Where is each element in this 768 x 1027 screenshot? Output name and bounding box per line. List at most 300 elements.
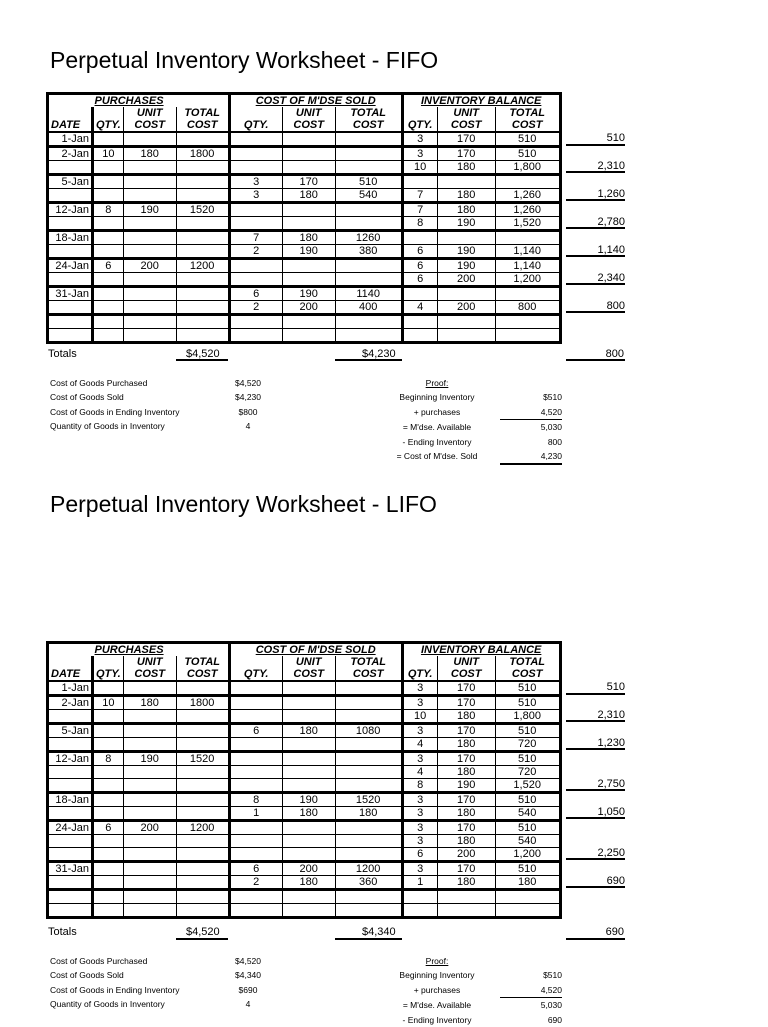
- table-cell: [123, 161, 176, 175]
- summary-label: Cost of Goods Sold: [50, 392, 124, 403]
- table-cell: 31-Jan: [48, 287, 93, 301]
- table-cell: [282, 710, 335, 724]
- proof-label: - Ending Inventory: [402, 436, 472, 447]
- table-row: [48, 890, 561, 904]
- table-cell: [229, 779, 282, 793]
- table-cell: [123, 189, 176, 203]
- table-cell: 200: [437, 301, 495, 315]
- table-cell: [123, 681, 176, 696]
- column-header: [229, 107, 282, 119]
- table-cell: [123, 807, 176, 821]
- running-balance-value: 2,750: [566, 778, 625, 791]
- column-header: COST: [495, 668, 560, 681]
- table-cell: [93, 329, 124, 343]
- column-header: [402, 656, 437, 668]
- proof-row: [374, 420, 562, 434]
- table-cell: [93, 245, 124, 259]
- table-cell: [123, 315, 176, 329]
- table-cell: 3: [402, 147, 437, 161]
- table-cell: [176, 766, 229, 779]
- table-cell: [229, 835, 282, 848]
- table-cell: [176, 161, 229, 175]
- fifo-worksheet-table: [46, 92, 562, 344]
- table-cell: [229, 904, 282, 918]
- table-cell: [93, 862, 124, 876]
- table-cell: [93, 890, 124, 904]
- table-cell: [123, 779, 176, 793]
- table-row: [48, 245, 561, 259]
- table-cell: [48, 710, 93, 724]
- table-cell: 6: [229, 724, 282, 738]
- fifo-group-header-row: [48, 94, 561, 108]
- table-cell: [123, 175, 176, 189]
- table-cell: [48, 738, 93, 752]
- table-cell: [176, 890, 229, 904]
- table-cell: [437, 315, 495, 329]
- table-cell: 510: [335, 175, 402, 189]
- table-cell: [48, 245, 93, 259]
- table-cell: [229, 329, 282, 343]
- table-cell: [229, 681, 282, 696]
- running-balance-value: 2,780: [566, 216, 625, 229]
- table-cell: 190: [437, 217, 495, 231]
- column-header: UNIT: [123, 656, 176, 668]
- column-header: QTY.: [229, 668, 282, 681]
- table-cell: [335, 835, 402, 848]
- table-cell: [123, 862, 176, 876]
- summary-value: $800: [238, 406, 258, 417]
- column-header: COST: [123, 668, 176, 681]
- table-cell: [282, 259, 335, 273]
- column-header: TOTAL: [176, 656, 229, 668]
- proof-label: = M'dse. Available: [402, 1000, 472, 1011]
- table-cell: 1,800: [495, 710, 560, 724]
- table-cell: 8: [229, 793, 282, 807]
- table-row: [48, 807, 561, 821]
- column-header: [402, 107, 437, 119]
- lifo-group-header-row: [48, 643, 561, 657]
- column-header: UNIT: [123, 107, 176, 119]
- table-cell: 510: [495, 821, 560, 835]
- table-cell: [176, 217, 229, 231]
- table-cell: [335, 315, 402, 329]
- table-cell: [282, 835, 335, 848]
- table-cell: [93, 876, 124, 890]
- table-cell: 6: [93, 821, 124, 835]
- proof-row: [374, 405, 562, 420]
- table-cell: [402, 231, 437, 245]
- table-cell: 24-Jan: [48, 821, 93, 835]
- table-cell: [495, 904, 560, 918]
- table-cell: [402, 329, 437, 343]
- table-cell: [93, 161, 124, 175]
- table-cell: [402, 315, 437, 329]
- table-cell: [176, 175, 229, 189]
- table-cell: 4: [402, 766, 437, 779]
- table-cell: [123, 132, 176, 147]
- table-cell: [495, 890, 560, 904]
- table-cell: 8: [93, 203, 124, 217]
- table-cell: 510: [495, 696, 560, 710]
- table-cell: [282, 217, 335, 231]
- table-cell: [229, 203, 282, 217]
- table-cell: [495, 287, 560, 301]
- running-balance-value: 2,310: [566, 160, 625, 173]
- lifo-total-ending-underline: [566, 938, 625, 940]
- table-cell: [123, 890, 176, 904]
- table-row: [48, 835, 561, 848]
- column-header: TOTAL: [495, 107, 560, 119]
- table-cell: [437, 175, 495, 189]
- table-cell: 8: [93, 752, 124, 766]
- column-header: COST: [335, 668, 402, 681]
- table-cell: 180: [437, 876, 495, 890]
- table-cell: [93, 681, 124, 696]
- proof-row: [374, 983, 562, 998]
- table-cell: 200: [282, 862, 335, 876]
- column-header: COST: [176, 668, 229, 681]
- table-cell: [123, 835, 176, 848]
- table-cell: 1140: [335, 287, 402, 301]
- table-cell: [335, 203, 402, 217]
- table-cell: 170: [437, 681, 495, 696]
- table-cell: [176, 329, 229, 343]
- table-cell: [93, 710, 124, 724]
- running-balance-value: 510: [566, 681, 625, 695]
- table-cell: 180: [282, 876, 335, 890]
- header-spacer: [48, 643, 93, 657]
- summary-value: $4,520: [235, 956, 261, 966]
- table-cell: 180: [335, 807, 402, 821]
- proof-row: [374, 968, 562, 982]
- table-cell: 800: [495, 301, 560, 315]
- table-cell: 6: [229, 287, 282, 301]
- table-cell: 2: [229, 301, 282, 315]
- proof-label: - Ending Inventory: [402, 1014, 472, 1025]
- table-cell: 3: [402, 724, 437, 738]
- proof-label: + purchases: [413, 406, 461, 417]
- table-row: [48, 848, 561, 862]
- table-cell: [48, 835, 93, 848]
- column-header: DATE: [48, 668, 93, 681]
- fifo-header-row2: [48, 107, 561, 119]
- summary-row: [50, 419, 268, 433]
- table-cell: 12-Jan: [48, 203, 93, 217]
- table-cell: [495, 329, 560, 343]
- table-cell: 170: [437, 696, 495, 710]
- column-header: COST: [282, 119, 335, 132]
- proof-heading-row: [374, 954, 562, 968]
- table-cell: [176, 793, 229, 807]
- column-header: QTY.: [402, 668, 437, 681]
- table-cell: 24-Jan: [48, 259, 93, 273]
- column-header: QTY.: [93, 119, 124, 132]
- proof-label: Beginning Inventory: [399, 970, 475, 981]
- column-header: [48, 107, 93, 119]
- table-row: [48, 821, 561, 835]
- fifo-totals-label: Totals: [48, 348, 77, 360]
- table-cell: [335, 821, 402, 835]
- table-row: [48, 147, 561, 161]
- table-cell: 510: [495, 793, 560, 807]
- table-cell: 180: [437, 203, 495, 217]
- table-cell: [335, 779, 402, 793]
- table-cell: [335, 217, 402, 231]
- running-balance-value: 1,050: [566, 806, 625, 819]
- table-cell: [123, 876, 176, 890]
- table-cell: [229, 752, 282, 766]
- table-cell: 510: [495, 752, 560, 766]
- table-cell: 2-Jan: [48, 147, 93, 161]
- table-cell: 190: [282, 287, 335, 301]
- table-cell: [229, 132, 282, 147]
- table-cell: 3: [402, 835, 437, 848]
- table-cell: [176, 904, 229, 918]
- table-cell: 8: [402, 217, 437, 231]
- table-cell: 190: [437, 245, 495, 259]
- table-cell: [282, 766, 335, 779]
- table-cell: [495, 315, 560, 329]
- table-cell: 180: [437, 710, 495, 724]
- column-header: COST: [123, 119, 176, 132]
- table-cell: 180: [123, 696, 176, 710]
- table-cell: 190: [437, 259, 495, 273]
- table-row: [48, 876, 561, 890]
- table-cell: 5-Jan: [48, 175, 93, 189]
- table-cell: [93, 315, 124, 329]
- table-cell: 170: [437, 132, 495, 147]
- table-cell: 1,140: [495, 245, 560, 259]
- table-cell: 1,260: [495, 189, 560, 203]
- table-cell: 1,520: [495, 217, 560, 231]
- proof-label: = M'dse. Available: [402, 422, 472, 433]
- table-cell: 1800: [176, 696, 229, 710]
- table-cell: [176, 835, 229, 848]
- table-cell: 180: [495, 876, 560, 890]
- table-cell: 6: [229, 862, 282, 876]
- table-cell: [176, 301, 229, 315]
- summary-label: Cost of Goods in Ending Inventory: [50, 406, 180, 417]
- summary-label: Cost of Goods Purchased: [50, 378, 148, 388]
- table-cell: [48, 329, 93, 343]
- table-cell: [123, 273, 176, 287]
- table-cell: [335, 132, 402, 147]
- table-cell: 7: [229, 231, 282, 245]
- table-row: [48, 132, 561, 147]
- table-cell: [123, 301, 176, 315]
- table-row: [48, 189, 561, 203]
- column-header: COST: [335, 119, 402, 132]
- table-cell: [282, 147, 335, 161]
- table-cell: [176, 710, 229, 724]
- table-cell: 3: [229, 175, 282, 189]
- table-cell: 10: [93, 147, 124, 161]
- column-header: UNIT: [282, 107, 335, 119]
- table-cell: [335, 848, 402, 862]
- table-cell: [93, 904, 124, 918]
- table-cell: [495, 175, 560, 189]
- table-cell: [93, 175, 124, 189]
- table-cell: 6: [402, 848, 437, 862]
- fifo-group-purchases: PURCHASES: [93, 94, 230, 108]
- table-cell: [93, 766, 124, 779]
- table-cell: [282, 329, 335, 343]
- table-cell: [48, 273, 93, 287]
- running-balance-value: 1,260: [566, 188, 625, 201]
- table-row: [48, 161, 561, 175]
- proof-row: [374, 1013, 562, 1027]
- running-balance-value: 1,230: [566, 737, 625, 750]
- table-cell: [335, 696, 402, 710]
- table-cell: [93, 189, 124, 203]
- column-header: UNIT: [282, 656, 335, 668]
- table-cell: [335, 904, 402, 918]
- table-cell: 180: [437, 738, 495, 752]
- table-cell: 170: [282, 175, 335, 189]
- table-cell: [176, 876, 229, 890]
- table-row: [48, 301, 561, 315]
- summary-row: [50, 954, 268, 968]
- table-cell: 3: [402, 793, 437, 807]
- summary-row: [50, 390, 268, 404]
- table-cell: 190: [437, 779, 495, 793]
- table-cell: 170: [437, 862, 495, 876]
- column-header: TOTAL: [176, 107, 229, 119]
- table-cell: [437, 287, 495, 301]
- table-cell: [335, 329, 402, 343]
- column-header: COST: [282, 668, 335, 681]
- table-row: [48, 738, 561, 752]
- table-cell: [282, 161, 335, 175]
- table-row: [48, 904, 561, 918]
- running-balance-value: 1,140: [566, 244, 625, 257]
- summary-value: $690: [238, 984, 258, 995]
- column-header: [229, 656, 282, 668]
- table-cell: [402, 904, 437, 918]
- table-cell: [48, 189, 93, 203]
- lifo-total-purchases: $4,520: [186, 926, 220, 938]
- proof-row: [374, 998, 562, 1012]
- table-cell: 1: [229, 807, 282, 821]
- table-cell: 180: [437, 189, 495, 203]
- column-header: [93, 107, 124, 119]
- table-cell: 200: [123, 821, 176, 835]
- table-cell: [335, 273, 402, 287]
- table-cell: [93, 287, 124, 301]
- table-cell: 1: [402, 876, 437, 890]
- table-cell: 2: [229, 245, 282, 259]
- table-cell: [282, 890, 335, 904]
- table-cell: 1-Jan: [48, 681, 93, 696]
- running-balance-value: 2,310: [566, 709, 625, 722]
- table-row: [48, 793, 561, 807]
- table-cell: [229, 315, 282, 329]
- lifo-totals-label: Totals: [48, 926, 77, 938]
- table-cell: 190: [282, 793, 335, 807]
- running-balance-value: 2,340: [566, 272, 625, 285]
- table-cell: 510: [495, 862, 560, 876]
- table-cell: 180: [282, 807, 335, 821]
- table-cell: 180: [437, 835, 495, 848]
- table-cell: 180: [282, 189, 335, 203]
- table-cell: [123, 329, 176, 343]
- table-cell: [48, 315, 93, 329]
- table-cell: [93, 848, 124, 862]
- fifo-group-inventory-balance: INVENTORY BALANCE: [402, 94, 560, 108]
- table-cell: 1,200: [495, 273, 560, 287]
- table-cell: [123, 217, 176, 231]
- proof-row: [374, 390, 562, 404]
- table-cell: 540: [495, 807, 560, 821]
- table-cell: [48, 904, 93, 918]
- table-cell: [123, 904, 176, 918]
- lifo-total-sold: $4,340: [362, 926, 396, 938]
- table-row: [48, 681, 561, 696]
- table-cell: [176, 807, 229, 821]
- column-header: UNIT: [437, 656, 495, 668]
- table-cell: [402, 287, 437, 301]
- table-cell: [282, 315, 335, 329]
- table-cell: 3: [402, 696, 437, 710]
- table-cell: 510: [495, 681, 560, 696]
- table-cell: [48, 876, 93, 890]
- table-cell: 1,520: [495, 779, 560, 793]
- proof-value: 690: [547, 1014, 562, 1025]
- column-header: QTY.: [402, 119, 437, 132]
- column-header: COST: [495, 119, 560, 132]
- table-cell: [282, 203, 335, 217]
- column-header: DATE: [48, 119, 93, 132]
- table-cell: 18-Jan: [48, 793, 93, 807]
- table-cell: 18-Jan: [48, 231, 93, 245]
- table-cell: 10: [402, 710, 437, 724]
- table-cell: 2-Jan: [48, 696, 93, 710]
- summary-row: [50, 983, 268, 997]
- table-cell: [176, 287, 229, 301]
- lifo-worksheet-table: [46, 641, 562, 919]
- proof-value: 800: [547, 436, 562, 447]
- table-cell: [123, 231, 176, 245]
- table-cell: [282, 752, 335, 766]
- table-cell: 1520: [335, 793, 402, 807]
- table-cell: 180: [437, 807, 495, 821]
- table-cell: 1080: [335, 724, 402, 738]
- table-cell: [48, 766, 93, 779]
- table-cell: [335, 890, 402, 904]
- table-cell: 190: [123, 203, 176, 217]
- table-cell: [93, 738, 124, 752]
- proof-value: $510: [543, 392, 562, 403]
- table-cell: [229, 890, 282, 904]
- table-row: [48, 724, 561, 738]
- lifo-summary: [50, 954, 268, 1012]
- proof-row: [374, 449, 562, 465]
- lifo-header-row3: [48, 668, 561, 681]
- table-row: [48, 710, 561, 724]
- table-cell: [123, 793, 176, 807]
- summary-value: $4,340: [235, 970, 261, 981]
- table-cell: 1520: [176, 203, 229, 217]
- running-balance-value: 510: [566, 132, 625, 146]
- summary-label: Cost of Goods Purchased: [50, 956, 148, 966]
- table-cell: [437, 329, 495, 343]
- lifo-group-inventory-balance: INVENTORY BALANCE: [402, 643, 560, 657]
- table-cell: 3: [402, 681, 437, 696]
- table-cell: [176, 245, 229, 259]
- table-cell: 1260: [335, 231, 402, 245]
- column-header: COST: [176, 119, 229, 132]
- lifo-header-row2: [48, 656, 561, 668]
